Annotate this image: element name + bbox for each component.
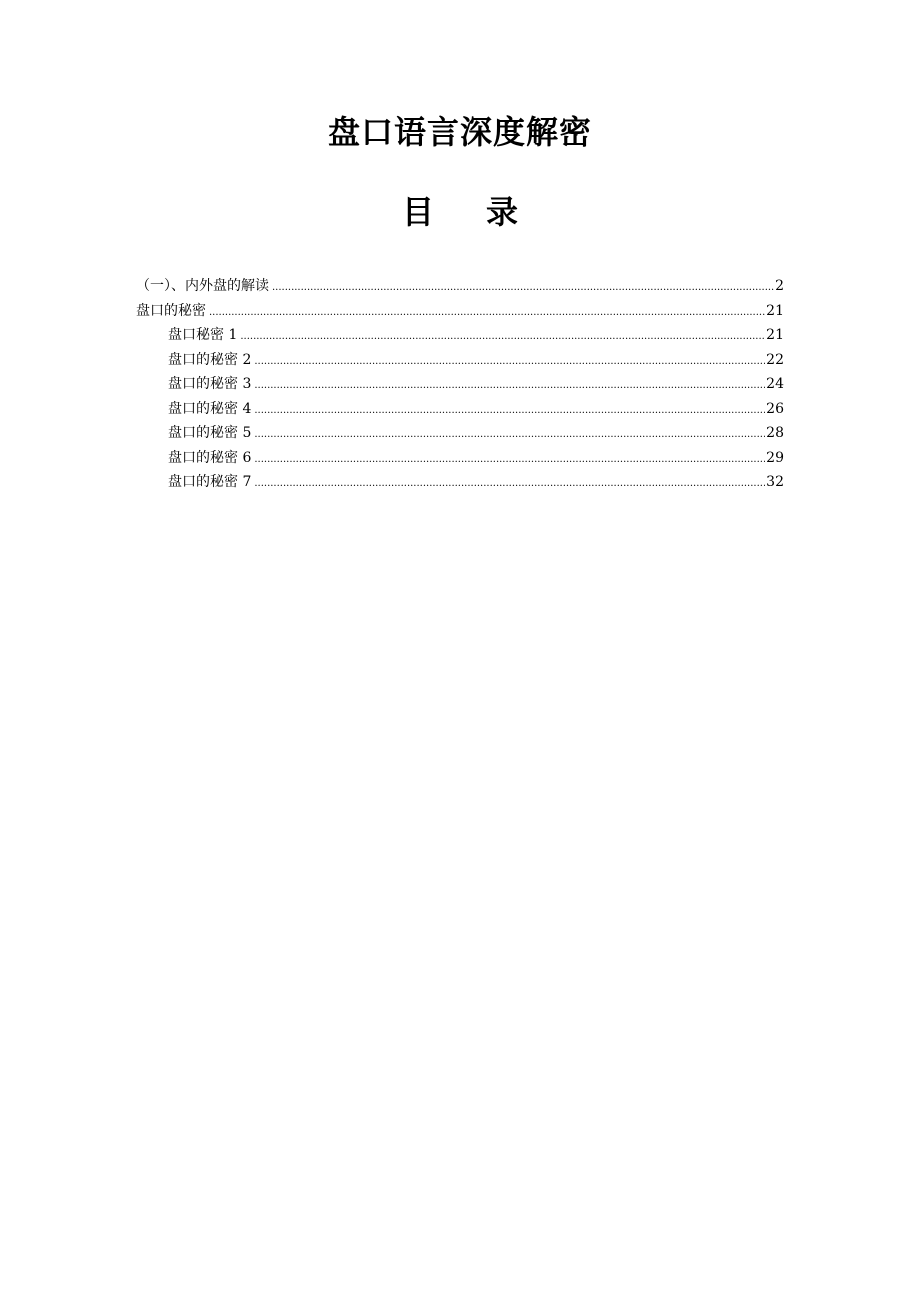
toc-heading-char-1: 目 (401, 193, 434, 231)
toc-heading-char-2: 录 (486, 193, 519, 231)
toc-entry-label: 盘口的秘密 3 (168, 376, 252, 392)
toc-entry-label: 盘口的秘密 7 (168, 474, 252, 490)
toc-entry[interactable] (136, 446, 784, 471)
toc-entry-label: 盘口秘密 1 (168, 327, 238, 343)
toc-entry-label: 盘口的秘密 4 (168, 400, 252, 417)
toc-entry[interactable] (136, 348, 784, 373)
toc-entry-label: 盘口的秘密 6 (168, 449, 252, 466)
toc-dot-leader (254, 446, 765, 473)
toc-entry[interactable] (136, 421, 784, 446)
toc-dot-leader (254, 348, 765, 375)
toc-entry-page: 21 (766, 327, 784, 343)
toc-dot-leader (209, 299, 765, 326)
toc-entry[interactable] (136, 299, 784, 324)
toc-entry-page: 32 (766, 474, 784, 490)
toc-entry-page: 29 (766, 449, 784, 466)
toc-entry[interactable] (136, 274, 784, 299)
toc-dot-leader (272, 274, 774, 301)
toc-entry[interactable] (136, 323, 784, 348)
toc-entry-label: （一）、内外盘的解读 (136, 278, 269, 294)
toc-dot-leader (254, 470, 765, 497)
toc-entry-label: 盘口的秘密 (136, 302, 206, 319)
toc-entry-page: 2 (775, 278, 784, 294)
toc-entry-label: 盘口的秘密 2 (168, 351, 252, 368)
table-of-contents (136, 274, 784, 495)
document-title: 盘口语言深度解密 (327, 113, 592, 151)
toc-entry-page: 24 (766, 376, 784, 392)
toc-dot-leader (254, 372, 765, 399)
toc-dot-leader (254, 397, 765, 424)
toc-entry-page: 22 (766, 351, 784, 368)
toc-entry-page: 21 (766, 302, 784, 319)
toc-dot-leader (254, 421, 765, 448)
toc-entry[interactable] (136, 470, 784, 495)
toc-entry[interactable] (136, 372, 784, 397)
toc-entry[interactable] (136, 397, 784, 422)
toc-entry-page: 28 (766, 425, 784, 441)
toc-entry-label: 盘口的秘密 5 (168, 425, 252, 441)
toc-entry-page: 26 (766, 400, 784, 417)
toc-heading (0, 190, 920, 234)
toc-dot-leader (240, 323, 765, 350)
